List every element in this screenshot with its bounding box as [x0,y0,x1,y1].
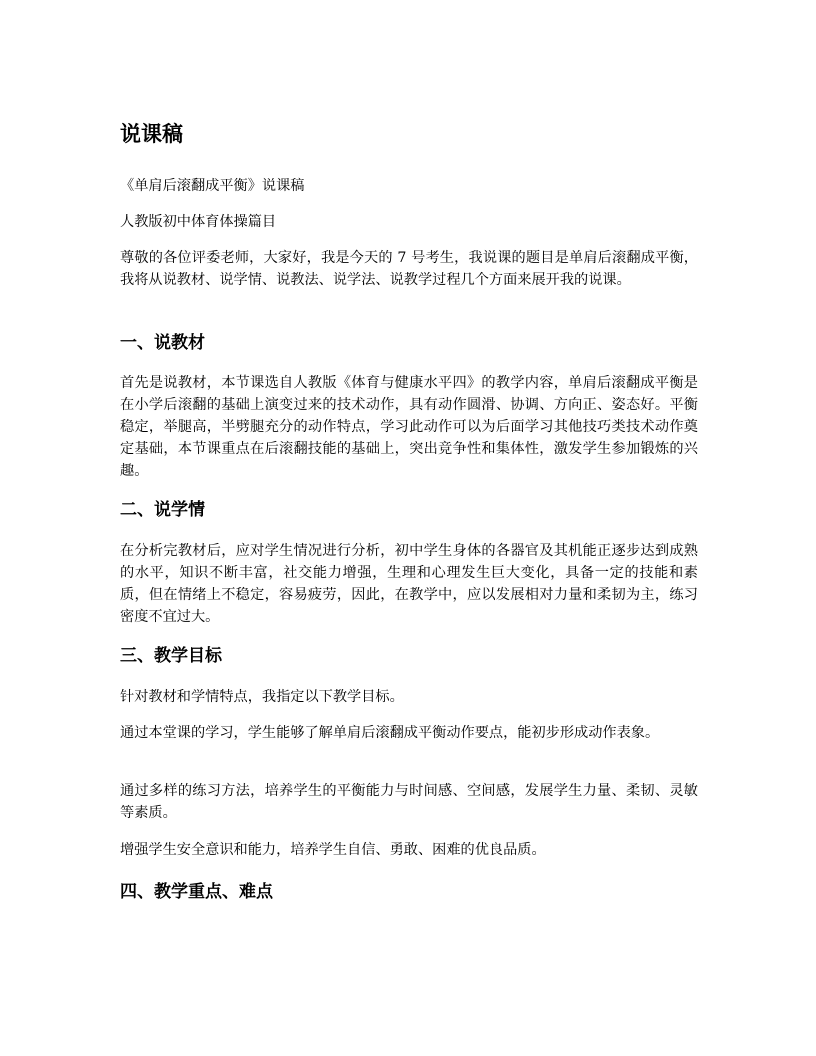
objective-skills: 通过多样的练习方法，培养学生的平衡能力与时间感、空间感，发展学生力量、柔韧、灵敏等素质。 [120,783,698,821]
objective-attitude: 增强学生安全意识和能力，培养学生自信、勇敢、困难的优良品质。 [120,842,546,858]
section-paragraph-students: 在分析完教材后，应对学生情况进行分析，初中学生身体的各器官及其机能正逐步达到成熟的水平，知识不断丰富，社交能力增强，生理和心理发生巨大变化，具备一定的技能和素质，但在情绪上不稳定，容易疲劳，因此，在教学中，应以发展相对力量和柔韧为主，练习密度不宜过大。 [120,543,698,625]
section-heading-textbook: 一、说教材 [120,333,205,353]
objective-knowledge: 通过本堂课的学习，学生能够了解单肩后滚翻成平衡动作要点，能初步形成动作表象。 [120,725,660,741]
lesson-title-line: 《单肩后滚翻成平衡》说课稿 [120,178,305,194]
textbook-source-line: 人教版初中体育体操篇目 [120,214,277,230]
objectives-intro: 针对教材和学情特点，我指定以下教学目标。 [120,689,404,705]
opening-paragraph: 尊敬的各位评委老师，大家好，我是今天的 7 号考生，我说课的题目是单肩后滚翻成平衡，我将从说教材、说学情、说教法、说学法、说教学过程几个方面来展开我的说课。 [120,250,698,288]
section-paragraph-textbook: 首先是说教材，本节课选自人教版《体育与健康水平四》的教学内容，单肩后滚翻成平衡是在小学后滚翻的基础上演变过来的技术动作，具有动作圆滑、协调、方向正、姿态好。平衡稳定，举腿高，半劈腿充分的动作特点，学习此动作可以为后面学习其他技巧类技术动作奠定基础，本节课重点在后滚翻技能的基础上，突出竞争性和集体性，激发学生参加锻炼的兴趣。 [120,375,698,479]
section-heading-key-points: 四、教学重点、难点 [120,882,273,902]
section-heading-objectives: 三、教学目标 [120,646,222,666]
document-title: 说课稿 [120,122,183,146]
section-heading-students: 二、说学情 [120,500,205,520]
